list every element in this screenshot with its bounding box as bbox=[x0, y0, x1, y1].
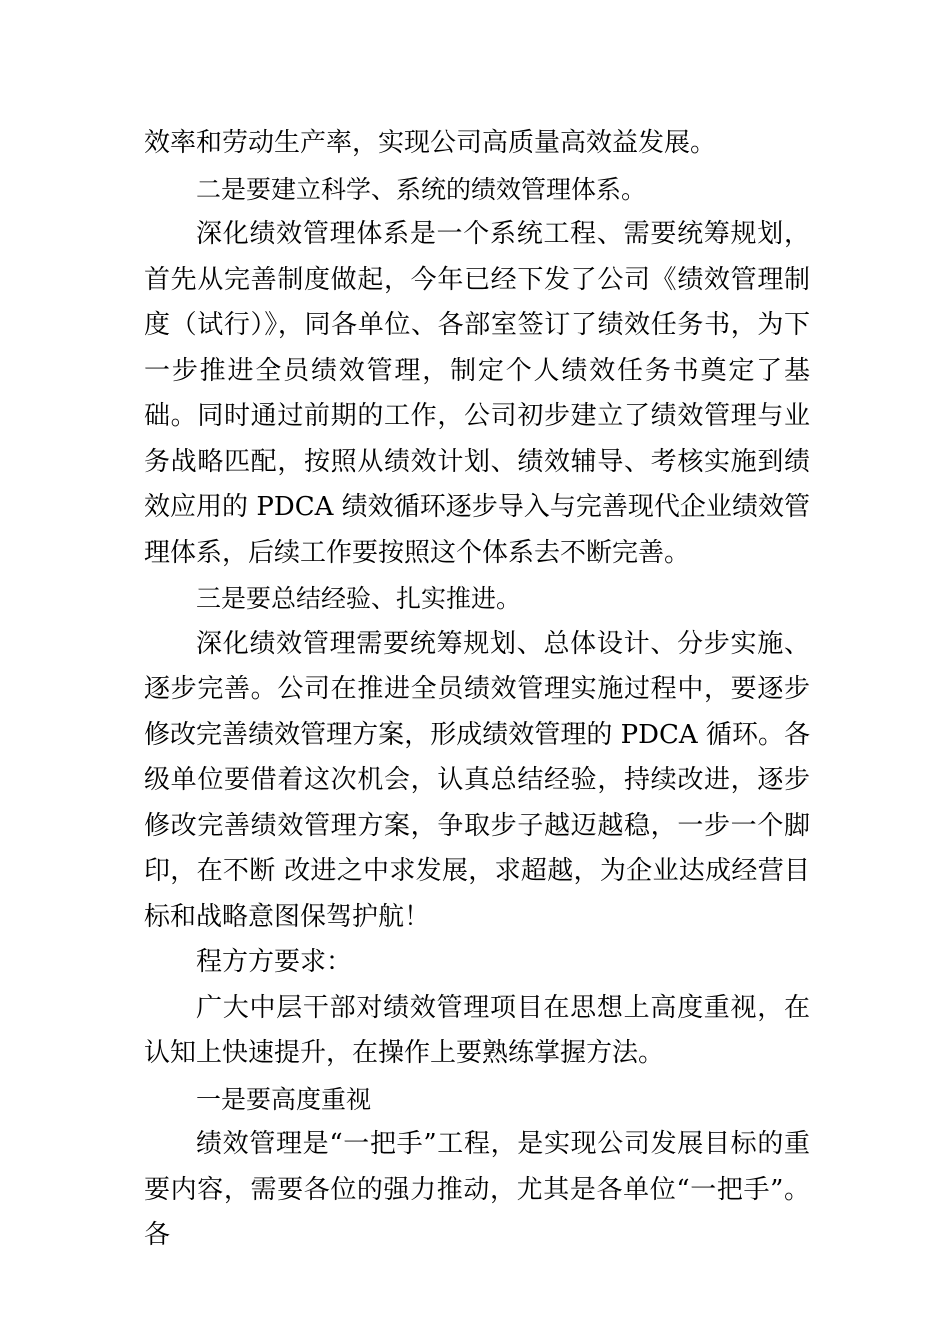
section-heading-2: 二是要建立科学、系统的绩效管理体系。 bbox=[196, 174, 647, 204]
paragraph-3: 深化绩效管理体系是一个系统工程、需要统筹规划，首先从完善制度做起，今年已经下发了公司《绩效管理制度（试行）》，同各单位、各部室签订了绩效任务书，为下一步推进全员绩效管理，制定个人绩效任务书奠定了基础。同时通过前期的工作，公司初步建立了绩效管理与业务战略匹配，按照从绩效计划、绩效辅导、考核实施到绩效应用的 PDCA 绩效循环逐步导入与完善现代企业绩效管理体系，后续工作要按照这个体系去不断完善。 bbox=[144, 219, 810, 568]
section-heading-3: 三是要总结经验、扎实推进。 bbox=[196, 584, 522, 613]
paragraph-7: 广大中层干部对绩效管理项目在思想上高度重视，在认知上快速提升，在操作上要熟练掌握方法。 bbox=[144, 992, 810, 1068]
paragraph-1: 效率和劳动生产率，实现公司高质量高效益发展。 bbox=[144, 128, 717, 158]
paragraph-9: 绩效管理是“一把手”工程，是实现公司发展目标的重要内容，需要各位的强力推动，尤其是各单位“一把手”。各 bbox=[144, 1129, 810, 1250]
paragraph-requirements-intro: 程方方要求： bbox=[196, 947, 353, 977]
paragraph-5: 深化绩效管理需要统筹规划、总体设计、分步实施、逐步完善。公司在推进全员绩效管理实施过程中，要逐步修改完善绩效管理方案，形成绩效管理的 PDCA 循环。各级单位要借着这次机会，认真总结经验，持续改进，逐步修改完善绩效管理方案，争取步子越迈越稳，一步一个脚印，在不断 改进之中求发展，求超越，为企业达成经营目标和战略意图保驾护航！ bbox=[144, 628, 810, 932]
section-heading-1: 一是要高度重视 bbox=[196, 1084, 372, 1114]
document-body bbox=[144, 121, 810, 1259]
